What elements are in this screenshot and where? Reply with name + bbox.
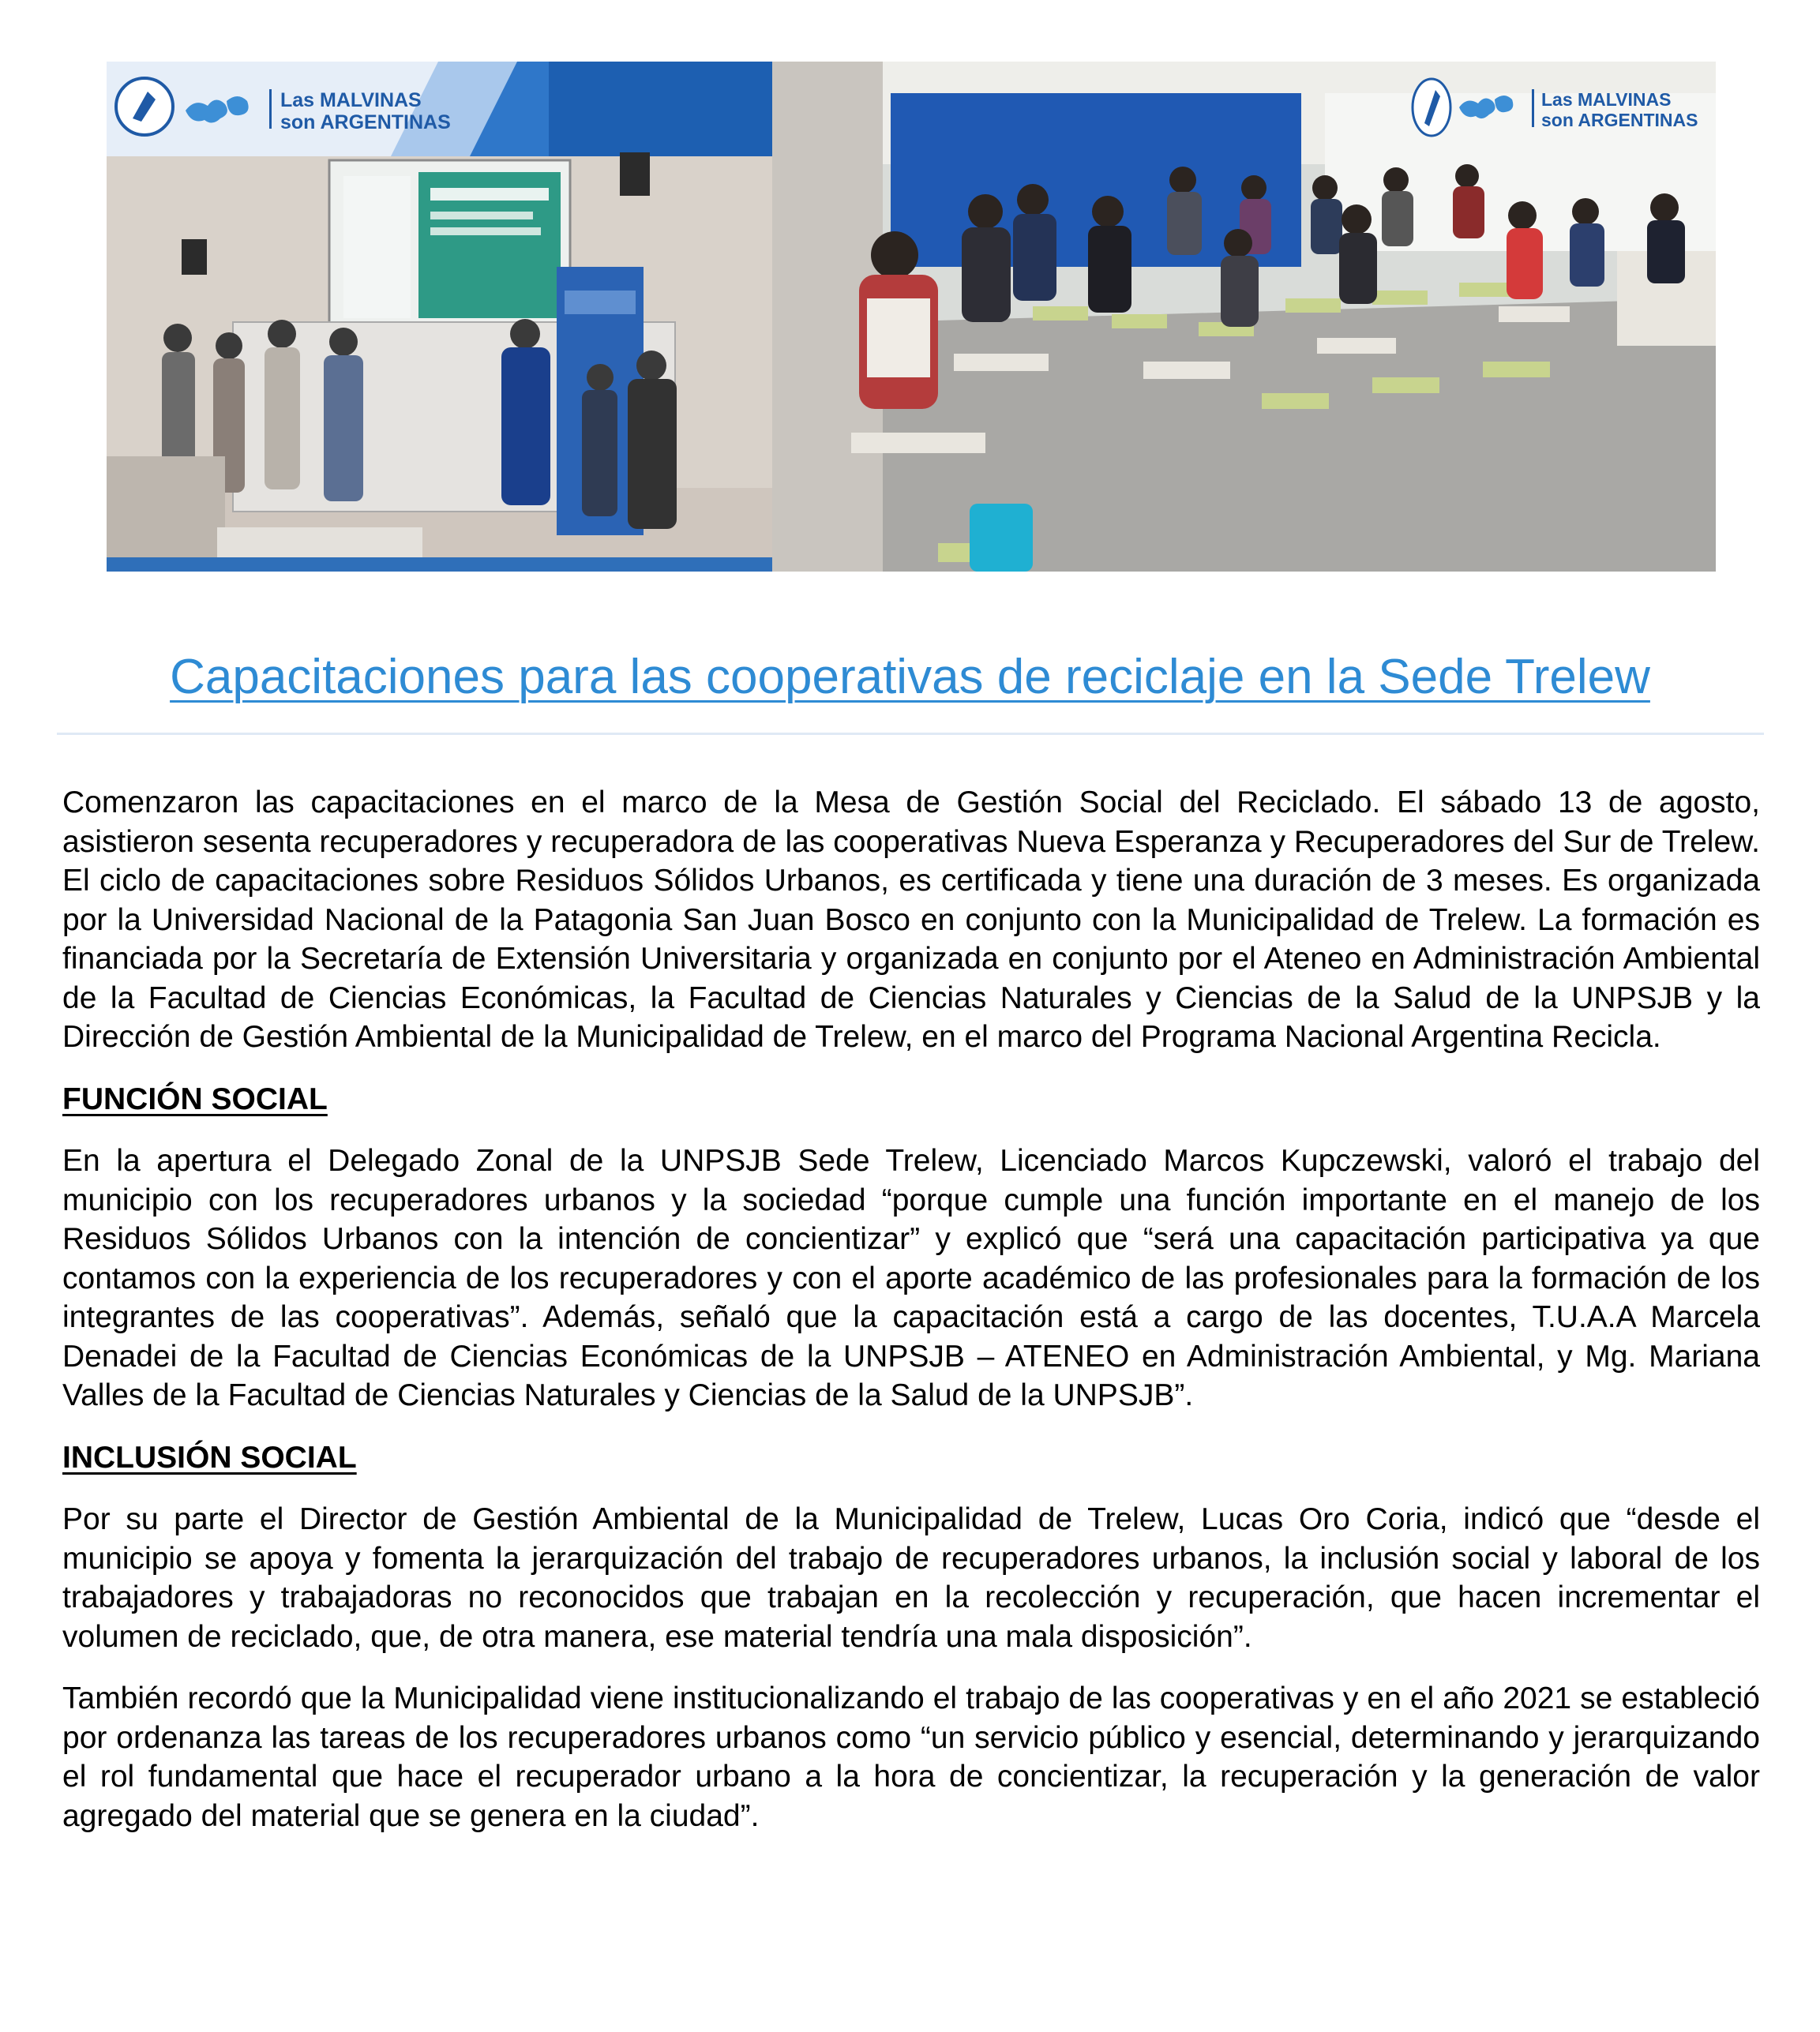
logo-text-line1: Las MALVINAS: [280, 89, 422, 111]
article-title[interactable]: Capacitaciones para las cooperativas de reciclaje en la Sede Trelew: [170, 650, 1650, 704]
article-body: [62, 783, 1760, 1835]
photo-classroom: [772, 62, 1716, 572]
title-divider: [57, 733, 1764, 735]
paragraph-inclusion-social: Por su parte el Director de Gestión Ambiental de la Municipalidad de Trelew, Lucas Oro Coria, indicó que “desde el municipio se apoya y fomenta la jerarquización del trabajo de recuperadores urbanos, la inclusión social y laboral de los trabajadores y trabajadoras no reconocidos que trabajan en la recolección y recuperación, que hacen incrementar el volumen de reciclado, que, de otra manera, ese material tendría una mala disposición”.: [62, 1502, 1760, 1654]
paragraph-ordenanza: También recordó que la Municipalidad viene institucionalizando el trabajo de las cooperativas y en el año 2021 se estableció por ordenanza las tareas de los recuperadores urbanos como “un servicio público y esencial, determinando y jerarquizando el rol fundamental que hace el recuperador urbano a la hora de concientizar, la recuperación y la generación de valor agregado del material que se genera en la ciudad”.: [62, 1681, 1760, 1833]
section-heading-funcion-social: FUNCIÓN SOCIAL: [62, 1082, 328, 1116]
photo-presentation: [107, 62, 772, 572]
logo-text-line2: son ARGENTINAS: [1541, 110, 1698, 130]
header-photos: [107, 62, 1716, 572]
section-heading-inclusion-social: INCLUSIÓN SOCIAL: [62, 1440, 357, 1475]
paragraph-intro: Comenzaron las capacitaciones en el marco de la Mesa de Gestión Social del Reciclado. El sábado 13 de agosto, asistieron sesenta recuperadores y recuperadora de las cooperativas Nueva Esperanza y Recuperadores del Sur de Trelew. El ciclo de capacitaciones sobre Residuos Sólidos Urbanos, es certificada y tiene una duración de 3 meses. Es organizada por la Universidad Nacional de la Patagonia San Juan Bosco en conjunto con la Municipalidad de Trelew. La formación es financiada por la Secretaría de Extensión Universitaria y organizada en conjunto por el Ateneo en Administración Ambiental de la Facultad de Ciencias Económicas, la Facultad de Ciencias Naturales y Ciencias de la Salud de la UNPSJB y la Dirección de Gestión Ambiental de la Municipalidad de Trelew, en el marco del Programa Nacional Argentina Recicla.: [62, 785, 1760, 1054]
logo-text-line2: son ARGENTINAS: [280, 111, 451, 133]
paragraph-funcion-social: En la apertura el Delegado Zonal de la UNPSJB Sede Trelew, Licenciado Marcos Kupczewski, valoró el trabajo del municipio con los recuperadores urbanos y la sociedad “porque cumple una función importante en el manejo de los Residuos Sólidos Urbanos con la intención de concientizar” y explicó que “será una capacitación participativa ya que contamos con la experiencia de los recuperadores y con el aporte académico de las profesionales para la formación de los integrantes de las cooperativas”. Además, señaló que la capacitación está a cargo de las docentes, T.U.A.A Marcela Denadei de la Facultad de Ciencias Económicas de la UNPSJB – ATENEO en Administración Ambiental, y Mg. Mariana Valles de la Facultad de Ciencias Naturales y Ciencias de la Salud de la UNPSJB”.: [62, 1144, 1760, 1412]
logo-text-line1: Las MALVINAS: [1541, 89, 1672, 110]
